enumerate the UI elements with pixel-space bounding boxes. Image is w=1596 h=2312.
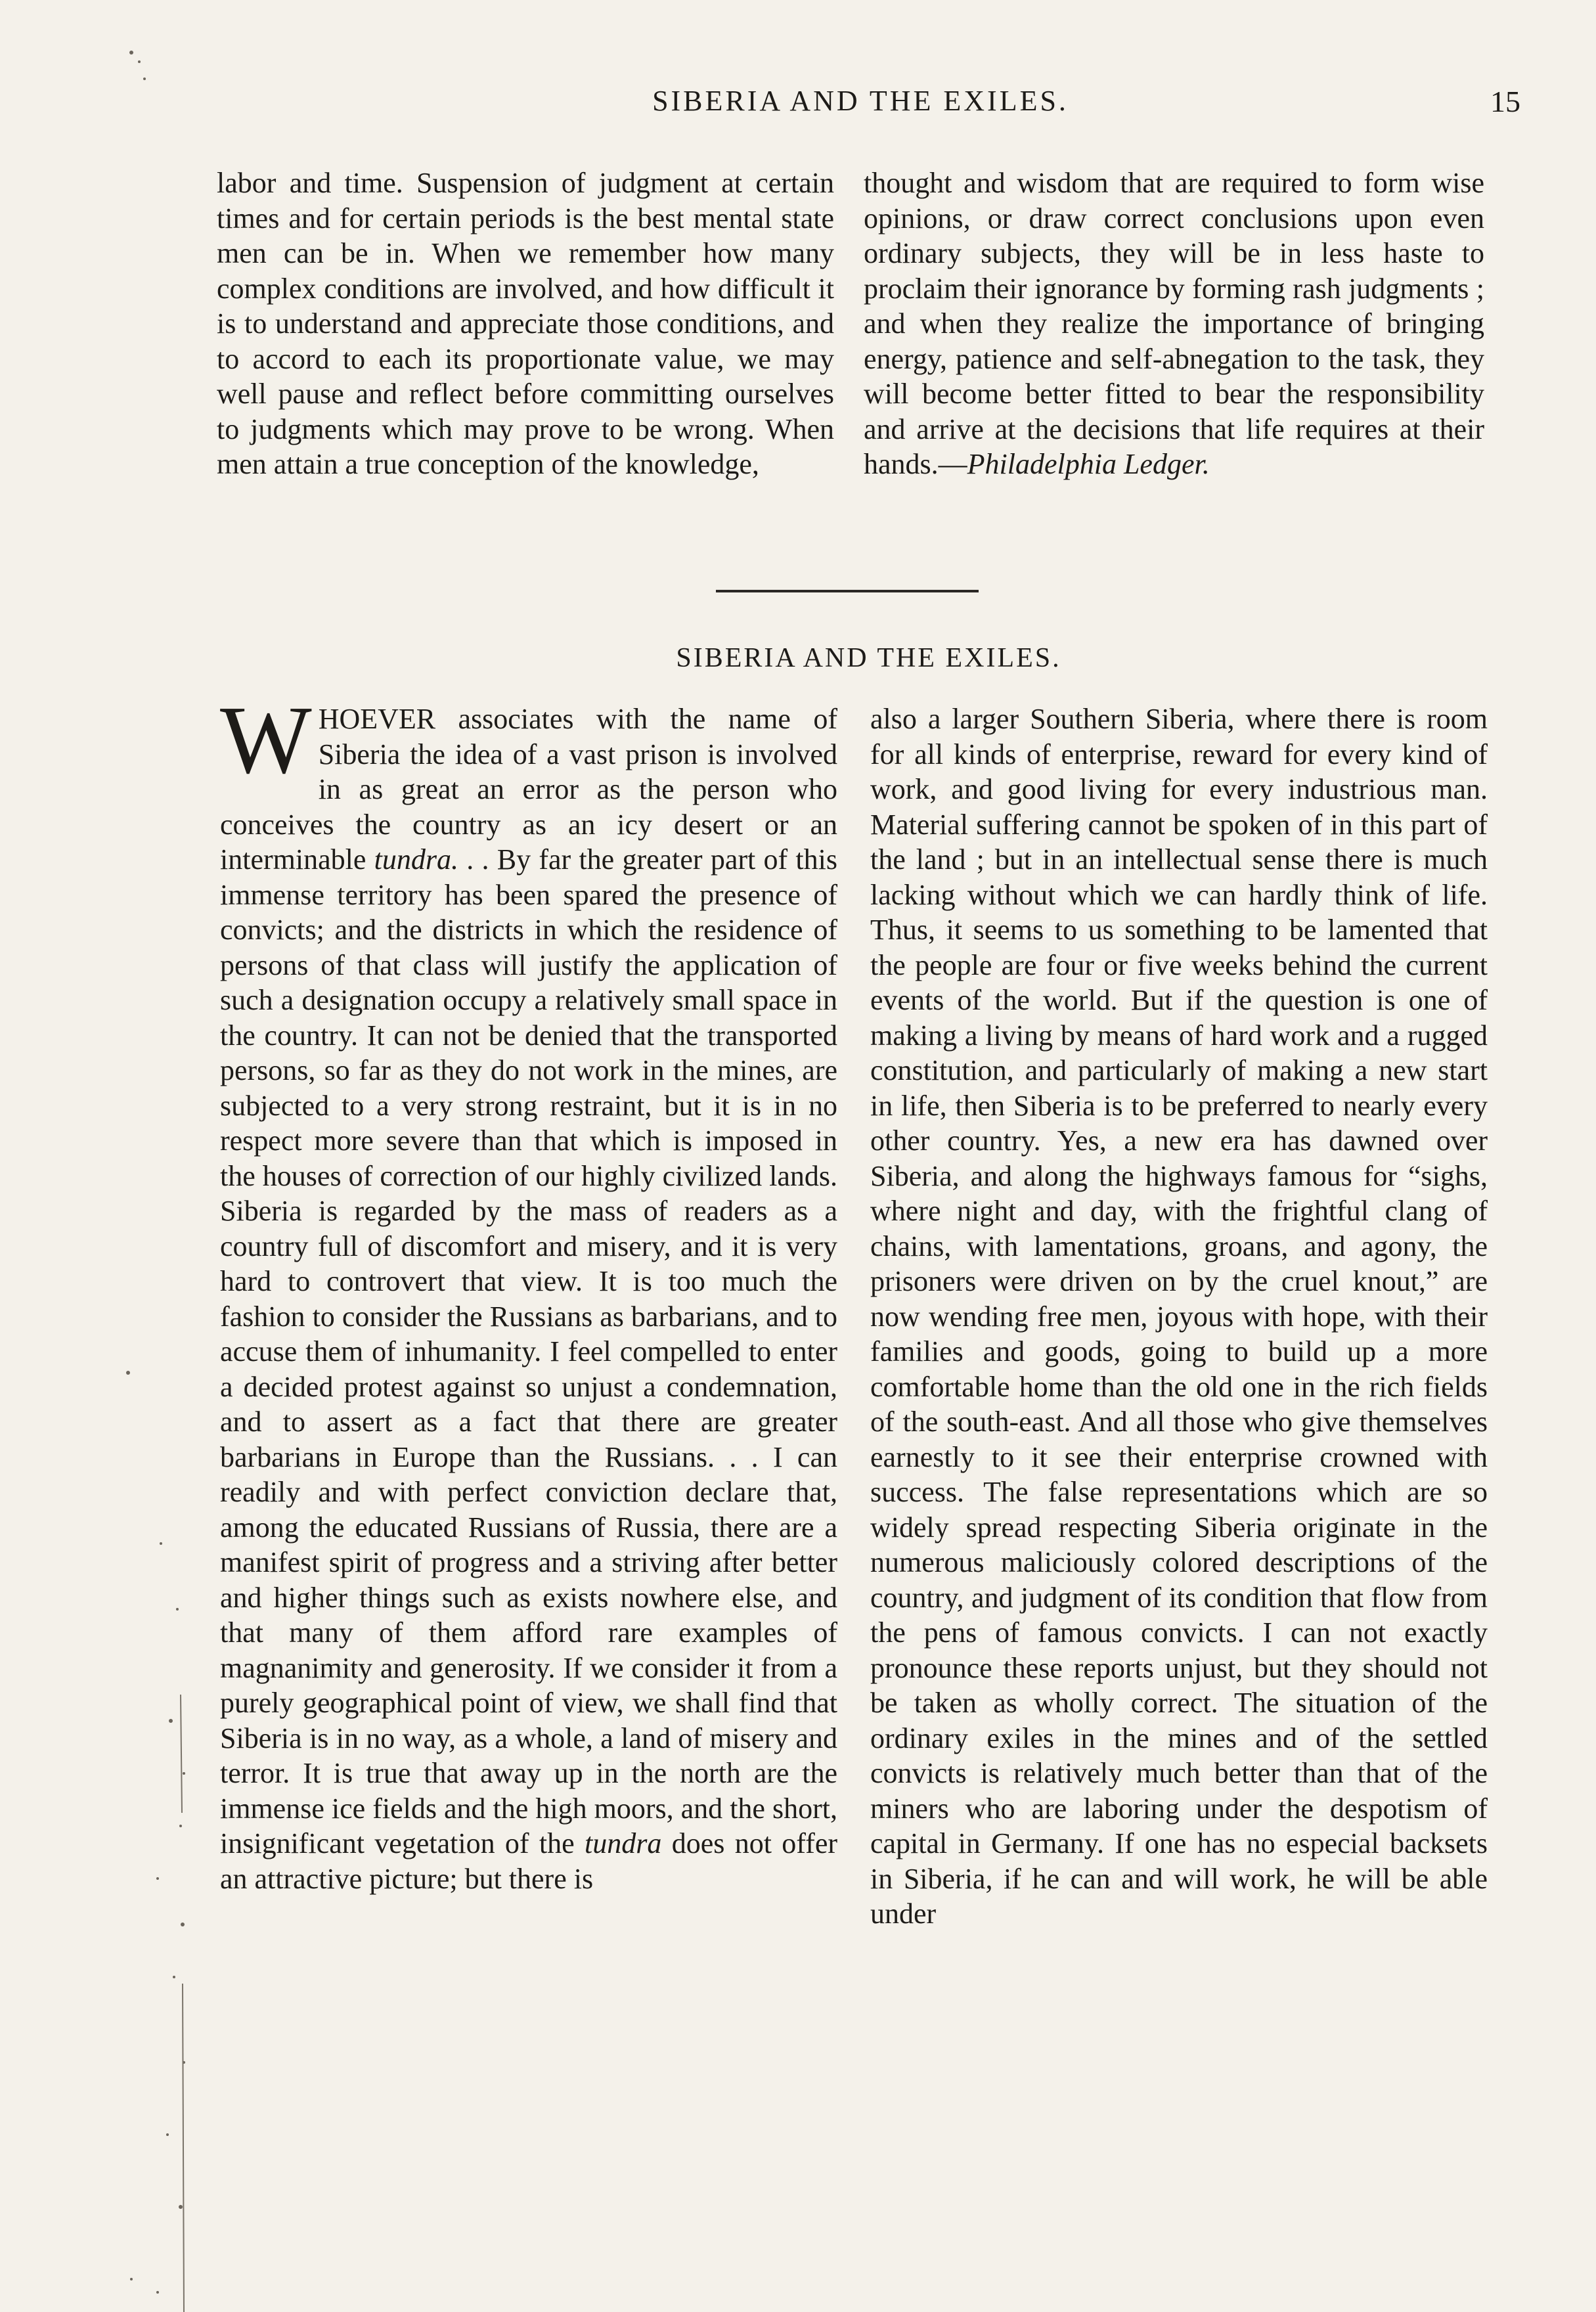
- previous-article-right-paragraph: [864, 166, 1484, 482]
- article-text-part: HOEVER associates with the name of Siberia the idea of a vast prison is involved in as great an error as the person who conceives the country as an icy desert or an interminable: [220, 703, 837, 876]
- article-title: SIBERIA AND THE EXILES.: [676, 643, 1061, 673]
- running-title: SIBERIA AND THE EXILES.: [652, 85, 1069, 117]
- article-left-column: [220, 686, 838, 1896]
- previous-article-right-text: thought and wisdom that are required to form wise opinions, or draw correct conclusions upon even ordinary subjects, they will be in less haste to proclaim their ignorance by forming rash judgments ; and when they realize the importance of bringing energy, patience and self-abnegation to the task, they will become better fitted to bear the responsibility and arrive at the decisions that life requires at their hands.—: [864, 167, 1484, 480]
- drop-cap: W: [220, 686, 312, 794]
- previous-article-left-column: [217, 166, 834, 482]
- article-text-part: . . By far the greater part of this immense territory has been spared the presence of convicts; and the districts in which the residence of persons of that class will justify the application of such a designation occupy a relatively small space in the country. It can not be denied that the transported persons, so far as they do not work in the mines, are subjected to a very strong restraint, but it is in no respect more severe than that which is imposed in the houses of correction of our highly civilized lands. Siberia is regarded by the mass of readers as a country full of discomfort and misery, and it is very hard to controvert that view. It is too much the fashion to consider the Russians as barbarians, and to accuse them of inhumanity. I feel compelled to enter a decided protest against so unjust a condemnation, and to assert as a fact that there are greater barbarians in Europe than the Russians. . . I can readily and with perfect conviction declare that, among the educated Russians of Russia, there are a manifest spirit of progress and a striving after better and higher things such as exists nowhere else, and that many of them afford rare examples of magnanimity and generosity. If we consider it from a purely geographical point of view, we shall find that Siberia is in no way, as a whole, a land of misery and terror. It is true that away up in the north are the immense ice fields and the high moors, and the short, insignificant vegetation of the: [220, 843, 837, 1859]
- article-right-column: [870, 701, 1488, 1932]
- article-right-text: also a larger Southern Siberia, where there is room for all kinds of enterprise, reward for every kind of work, and good living for every industrious man. Material suffering cannot be spoken of in this part of the land ; but in an intellectual sense there is much lacking without which we can hardly think of life. Thus, it seems to us something to be lamented that the people are four or five weeks behind the current events of the world. But if the question is one of making a living by means of hard work and a rugged constitution, and particularly of making a new start in life, then Siberia is to be preferred to nearly every other country. Yes, a new era has dawned over Siberia, and along the highways famous for “sighs, where night and day, with the frightful clang of chains, with lamentations, groans, and agony, the prisoners were driven on by the cruel knout,” are now wending free men, joyous with hope, with their families and goods, going to build up a more comfortable home than the old one in the rich fields of the south-east. And all those who give themselves earnestly to it see their enterprise crowned with success. The false representations which are so widely spread respecting Siberia originate in the numerous maliciously colored descriptions of the country, and judgment of its condition that flow from the pens of famous convicts. I can not exactly pronounce these reports unjust, but they should not be taken as wholly correct. The situation of the ordinary exiles in the mines and of the settled convicts is relatively much better than that of the miners who are laboring under the despotism of capital in Germany. If one has no especial backsets in Siberia, if he can and will work, he will be able under: [870, 703, 1488, 1930]
- previous-article-right-column: [864, 166, 1484, 482]
- page-number: 15: [1490, 85, 1520, 118]
- margin-speckles: [118, 39, 197, 2312]
- italic-term: tundra.: [374, 843, 458, 876]
- source-attribution: Philadelphia Ledger.: [967, 448, 1210, 480]
- article-paragraph: [220, 686, 838, 1896]
- italic-term: tundra: [585, 1827, 662, 1859]
- running-head: [217, 84, 1520, 130]
- section-divider-rule: [716, 590, 979, 592]
- previous-article-left-text: labor and time. Suspension of judgment at certain times and for certain periods is the best mental state men can be in. When we remember how many complex conditions are involved, and how difficult it is to understand and appreciate those conditions, and to accord to each its proportionate value, we may well pause and reflect before committing ourselves to judgments which may prove to be wrong. When men attain a true conception of the knowledge,: [217, 167, 834, 480]
- article-text-part: does not offer an attractive picture; but there is: [220, 1827, 838, 1895]
